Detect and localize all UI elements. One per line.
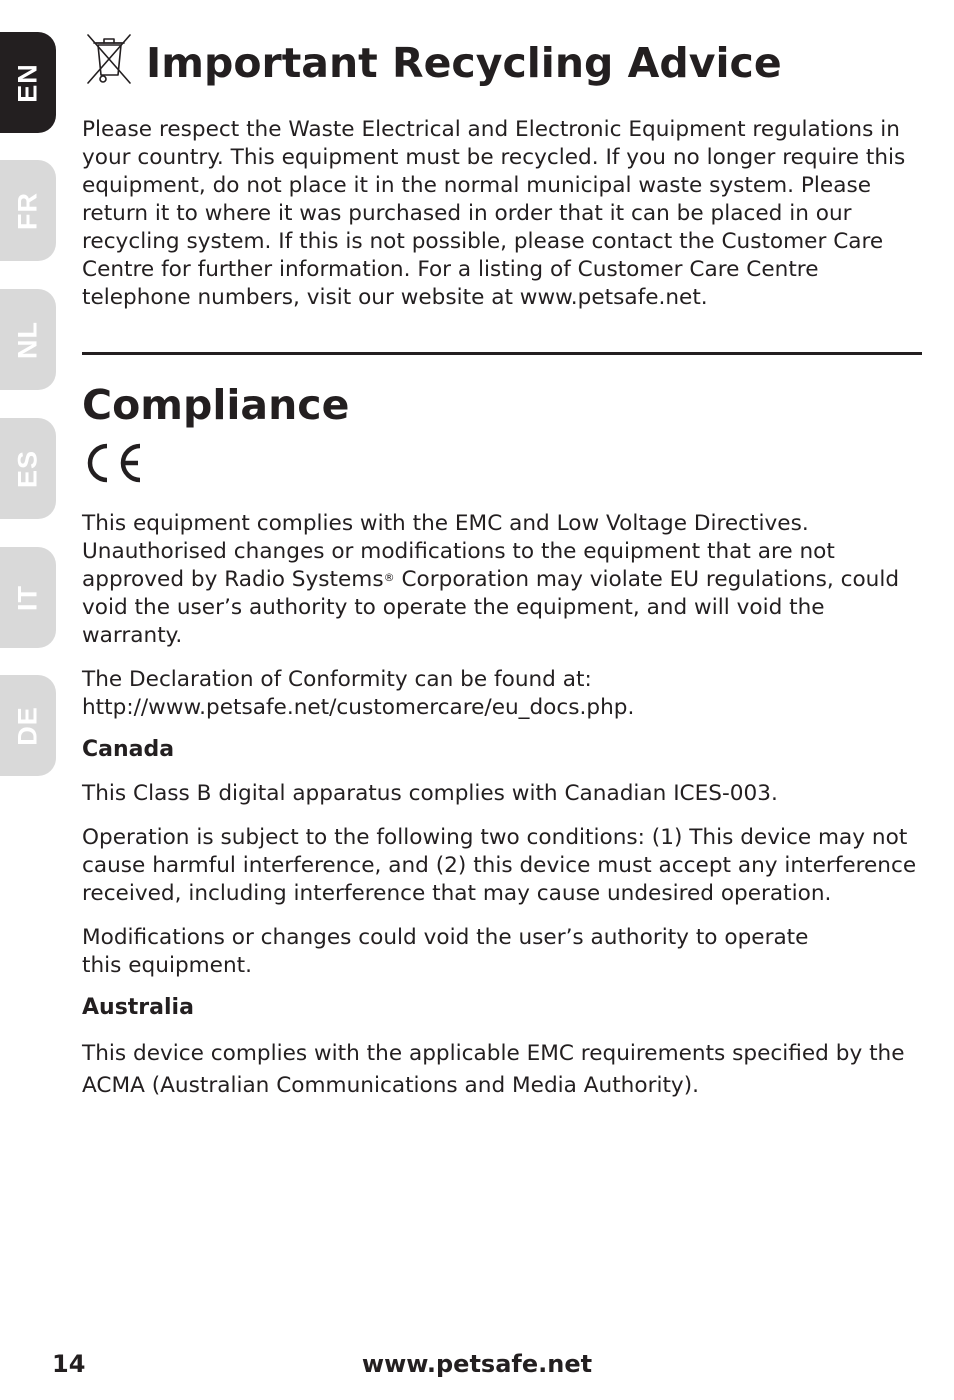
section-divider <box>82 352 922 355</box>
lang-tab-de[interactable] <box>0 675 56 776</box>
modifications-line-2: this equipment. <box>82 953 252 978</box>
compliance-title: Compliance <box>82 381 350 429</box>
canada-modifications-paragraph <box>82 924 924 980</box>
lang-tab-en[interactable] <box>0 32 56 133</box>
lang-tab-es[interactable] <box>0 418 56 519</box>
crossed-out-wheelie-bin-icon <box>82 31 136 87</box>
lang-tab-fr[interactable] <box>0 160 56 261</box>
declaration-url: http://www.petsafe.net/customercare/eu_docs.php. <box>82 695 635 720</box>
ce-mark-icon <box>82 442 144 484</box>
modifications-line-1: Modifications or changes could void the user’s authority to operate <box>82 925 809 950</box>
australia-paragraph: This device complies with the applicable EMC requirements specified by the ACMA (Australian Communications and Media Authority). <box>82 1041 905 1098</box>
declaration-line-1: The Declaration of Conformity can be found at: <box>82 667 592 692</box>
compliance-directives-paragraph <box>82 510 924 650</box>
recycling-header <box>82 30 924 96</box>
lang-tab-label: IT <box>12 584 43 611</box>
recycling-title: Important Recycling Advice <box>146 38 782 87</box>
canada-conditions-paragraph: Operation is subject to the following two conditions: (1) This device may not cause harmful interference, and (2) this device must accept any interference received, including interference that may cause undesired operation. <box>82 825 917 906</box>
lang-tab-label: DE <box>12 705 43 746</box>
lang-tab-nl[interactable] <box>0 289 56 390</box>
recycling-body: Please respect the Waste Electrical and Electronic Equipment regulations in your country. This equipment must be recycled. If you no longer require this equipment, do not place it in the normal municipal waste system. Please return it to where it was purchased in order that it can be placed in our recycling system. If this is not possible, please contact the Customer Care Centre for further information. For a listing of Customer Care Centre telephone numbers, visit our website at www.petsafe.net. <box>82 117 906 310</box>
registered-trademark-mark: ® <box>383 571 395 584</box>
directives-text-end: Corporation may violate EU regulations, could void the user’s authority to operate the equipment, and will void the warranty. <box>82 567 900 648</box>
lang-tab-label: EN <box>12 62 43 103</box>
page-content <box>82 30 924 1102</box>
page-number: 14 <box>52 1350 86 1378</box>
directives-text-start: This equipment complies with the EMC and Low Voltage Directives. Unauthorised changes or modifications to the equipment that are not approved by Radio Systems <box>82 511 835 592</box>
declaration-paragraph <box>82 666 924 722</box>
lang-tab-it[interactable] <box>0 547 56 648</box>
canada-heading: Canada <box>82 737 175 762</box>
canada-ices-paragraph: This Class B digital apparatus complies with Canadian ICES-003. <box>82 781 778 806</box>
lang-tab-label: NL <box>12 320 43 359</box>
australia-heading: Australia <box>82 995 194 1020</box>
lang-tab-label: ES <box>12 449 43 488</box>
footer-website: www.petsafe.net <box>361 1350 593 1378</box>
lang-tab-label: FR <box>12 191 43 230</box>
